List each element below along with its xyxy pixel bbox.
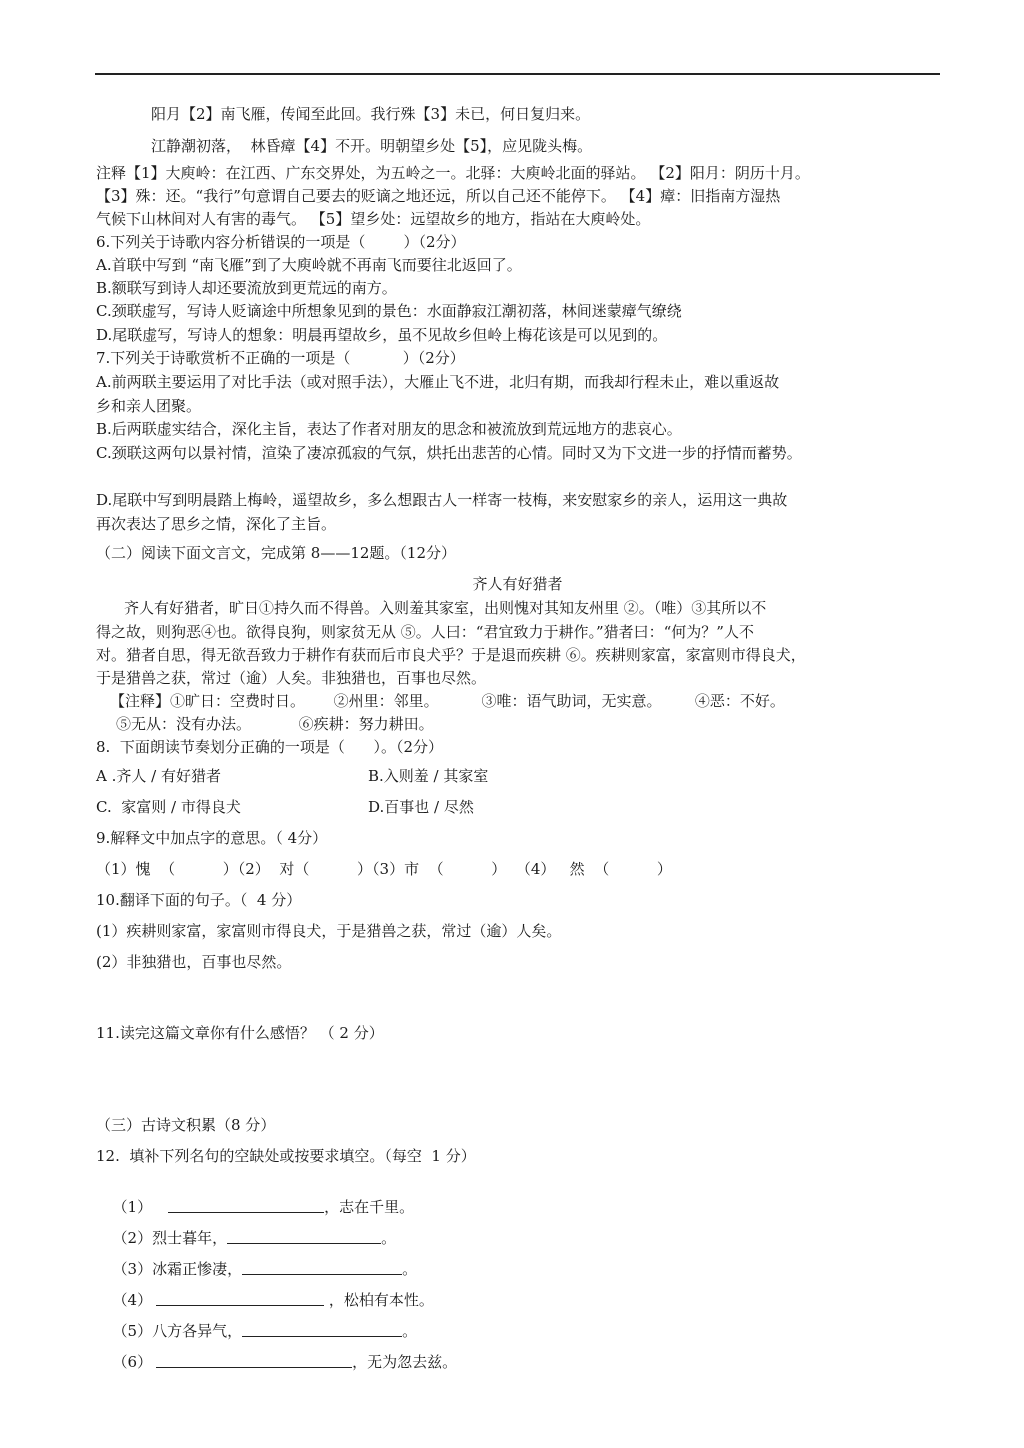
poem-note: 注释【1】大庾岭：在江西、广东交界处，为五岭之一。北驿：大庾岭北面的驿站。 【2】阳月：阴历十月。 — [96, 164, 810, 182]
fill-number: （6） — [112, 1353, 153, 1371]
fill-after: 。 — [402, 1260, 418, 1278]
question-6-option-c: C.颈联虚写，写诗人贬谪途中所想象见到的景色：水面静寂江潮初落，林间迷蒙瘴气缭绕 — [96, 302, 682, 320]
section-2-heading: （二）阅读下面文言文，完成第 8——12题。（12分） — [96, 544, 456, 562]
fill-after: 。 — [402, 1322, 418, 1340]
fill-number: （3） — [112, 1260, 153, 1278]
fill-item — [103, 1332, 457, 1372]
fill-number: （2） — [112, 1229, 153, 1247]
header-rule — [95, 73, 940, 75]
section-3-heading: （三）古诗文积累（8 分） — [96, 1116, 276, 1134]
poem-note: 【3】殊：还。“我行”句意谓自己要去的贬谪之地还远，所以自己还不能停下。 【4】瘴：旧指南方湿热 — [96, 187, 781, 205]
passage-line: 得之故，则狗恶④也。欲得良狗，则家贫无从 ⑤。人曰：“君宜致力于耕作。”猎者曰：“何为？”人不 — [96, 623, 754, 641]
fill-after: ，松柏有本性。 — [324, 1291, 434, 1309]
question-7-option-a: A.前两联主要运用了对比手法（或对照手法），大雁止飞不进，北归有期，而我却行程未止，难以重返故 — [96, 373, 780, 391]
question-9-items: （1）愧 （ ）（2） 对（ ）（3）市 （ ） （4） 然 （ ） — [96, 860, 672, 878]
question-9-stem: 9.解释文中加点字的意思。（ 4分） — [96, 829, 328, 847]
fill-before: 八方各异气， — [152, 1322, 243, 1340]
question-10-sentence-2: (2）非独猎也，百事也尽然。 — [96, 953, 292, 971]
fill-number: （5） — [112, 1322, 153, 1340]
passage-line: 于是猎兽之获，常过（逾）人矣。非独猎也，百事也尽然。 — [96, 669, 487, 687]
question-8-stem: 8. 下面朗读节奏划分正确的一项是（ ）。（2分） — [96, 738, 444, 756]
question-7-stem: 7.下列关于诗歌赏析不正确的一项是（ ）（2分） — [96, 349, 465, 367]
question-8-option-c: C. 家富则 / 市得良犬 — [96, 798, 241, 816]
poem-line: 阳月【2】南飞雁，传闻至此回。我行殊【3】未已，何日复归来。 — [151, 105, 591, 123]
question-6-stem: 6.下列关于诗歌内容分析错误的一项是（ ）（2分） — [96, 233, 466, 251]
question-7-option-a-cont: 乡和亲人团聚。 — [96, 397, 202, 415]
question-10-sentence-1: (1）疾耕则家富，家富则市得良犬，于是猎兽之获，常过（逾）人矣。 — [96, 922, 562, 940]
question-7-option-d-cont: 再次表达了思乡之情，深化了主旨。 — [96, 515, 337, 533]
passage-notes: ⑤无从：没有办法。 ⑥疾耕：努力耕田。 — [116, 715, 434, 733]
question-8-option-a: A .齐人 / 有好猎者 — [96, 767, 221, 785]
question-7-option-b: B.后两联虚实结合，深化主旨，表达了作者对朋友的思念和被流放到荒远地方的悲哀心。 — [96, 420, 682, 438]
fill-number: （1） — [112, 1198, 153, 1216]
poem-note: 气候下山林间对人有害的毒气。 【5】望乡处：远望故乡的地方，指站在大庾岭处。 — [96, 210, 651, 228]
question-11-stem: 11.读完这篇文章你有什么感悟？ （ 2 分） — [96, 1024, 384, 1042]
question-8-option-d: D.百事也 / 尽然 — [368, 798, 474, 816]
answer-blank[interactable] — [156, 1353, 352, 1368]
question-12-stem: 12. 填补下列名句的空缺处或按要求填空。（每空 1 分） — [96, 1147, 476, 1165]
question-8-option-b: B.入则羞 / 其家室 — [368, 767, 489, 785]
passage-title: 齐人有好猎者 — [472, 575, 563, 593]
question-7-option-d: D.尾联中写到明晨踏上梅岭，遥望故乡，多么想跟古人一样寄一枝梅，来安慰家乡的亲人，运用这一典故 — [96, 491, 788, 509]
passage-notes: 【注释】①旷日：空费时日。 ②州里：邻里。 ③唯：语气助词，无实意。 ④恶：不好。 — [110, 692, 785, 710]
question-6-option-d: D.尾联虚写，写诗人的想象：明晨再望故乡，虽不见故乡但岭上梅花该是可以见到的。 — [96, 326, 668, 344]
fill-after: ，志在千里。 — [324, 1198, 415, 1216]
fill-after: 。 — [381, 1229, 397, 1247]
fill-before: 烈士暮年， — [152, 1229, 228, 1247]
question-10-stem: 10.翻译下面的句子。（ 4 分） — [96, 891, 302, 909]
fill-before: 冰霜正惨凄， — [152, 1260, 243, 1278]
passage-line: 对。猎者自思，得无欲吾致力于耕作有获而后市良犬乎？于是退而疾耕 ⑥。疾耕则家富，家富则市得良犬， — [96, 646, 806, 664]
fill-number: （4） — [112, 1291, 153, 1309]
question-6-option-a: A.首联中写到 “南飞雁”到了大庾岭就不再南飞而要往北返回了。 — [96, 256, 522, 274]
passage-line: 齐人有好猎者，旷日①持久而不得兽。入则羞其家室，出则愧对其知友州里 ②。（唯）③其所以不 — [124, 599, 767, 617]
poem-line: 江静潮初落， 林昏瘴【4】不开。明朝望乡处【5】，应见陇头梅。 — [151, 137, 593, 155]
fill-after: ，无为忽去兹。 — [352, 1353, 458, 1371]
question-6-option-b: B.额联写到诗人却还要流放到更荒远的南方。 — [96, 279, 397, 297]
question-7-option-c: C.颈联这两句以景衬情，渲染了凄凉孤寂的气氛，烘托出悲苦的心情。同时又为下文进一步的抒情而蓄势。 — [96, 444, 802, 462]
